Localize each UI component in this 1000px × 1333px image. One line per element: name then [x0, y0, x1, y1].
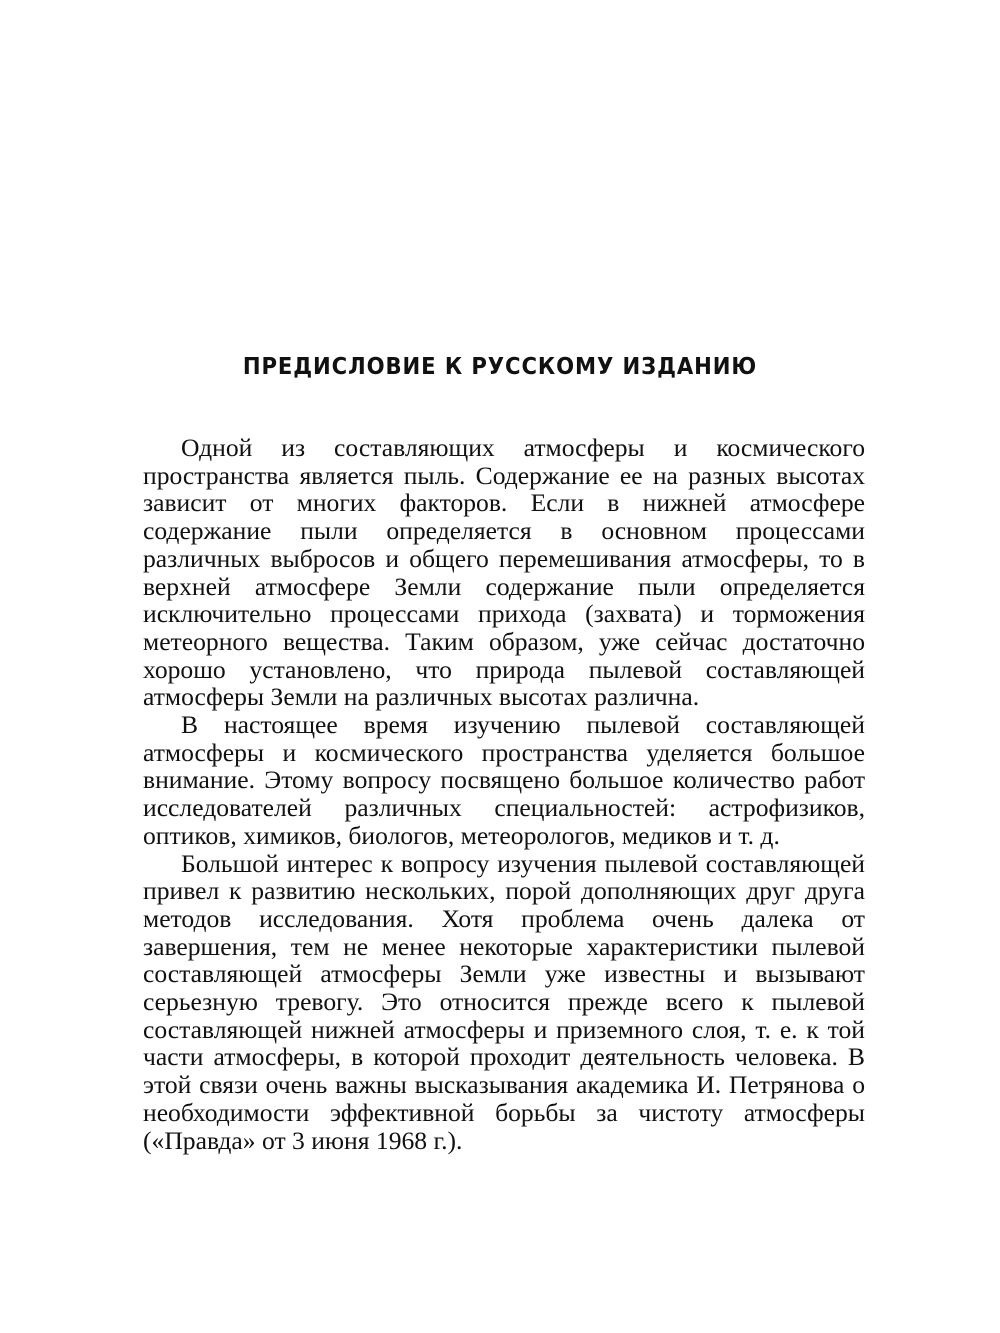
body-text [143, 434, 865, 1154]
paragraph-1: Одной из составляющих атмосферы и космического пространства является пыль. Содержание ее на разных высотах зависит от многих факторов. Если в нижней атмосфере содержание пыли определяется в основном процессами различных выбросов и общего перемешивания атмосферы, то в верхней атмосфере Земли содержание пыли определяется исключительно процессами прихода (захвата) и торможения метеорного вещества. Таким образом, уже сейчас достаточно хорошо установлено, что природа пылевой составляющей атмосферы Земли на различных высотах различна. [143, 433, 865, 712]
paragraph-3: Большой интерес к вопросу изучения пылевой составляющей привел к развитию нескольких, порой дополняющих друг друга методов исследования. Хотя проблема очень далека от завершения, тем не менее некоторые характеристики пылевой составляющей атмосферы Земли уже известны и вызывают серьезную тревогу. Это относится прежде всего к пылевой составляющей нижней атмосферы и приземного слоя, т. е. к той части атмосферы, в которой проходит деятельность человека. В этой связи очень важны высказывания академика И. Петрянова о необходимости эффективной борьбы за чистоту атмосферы («Правда» от 3 июня 1968 г.). [143, 848, 865, 1155]
page-heading: ПРЕДИСЛОВИЕ К РУССКОМУ ИЗДАНИЮ [242, 354, 758, 380]
paragraph-2: В настоящее время изучению пылевой составляющей атмосферы и космического пространства уделяется большое внимание. Этому вопросу посвящено большое количество работ исследователей различных специальностей: астрофизиков, оптиков, химиков, биологов, метеорологов, медиков и т. д. [143, 710, 865, 850]
